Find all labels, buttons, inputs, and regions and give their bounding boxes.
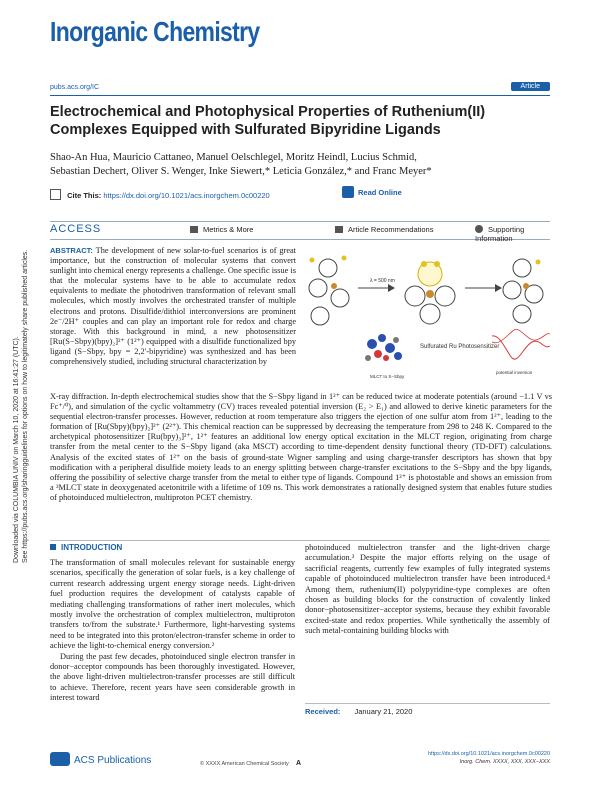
access-bar (50, 221, 550, 243)
article-title: Electrochemical and Photophysical Properties of Ruthenium(II) Complexes Equipped with Sulfurated Bipyridine Ligands (50, 104, 486, 138)
supporting-label: Supporting Information (475, 225, 525, 243)
section-marker-icon (50, 544, 56, 550)
molecule-center (405, 261, 455, 324)
download-notice-line-2: See https://pubs.acs.org/sharingguidelines for options on how to legitimately share published articles. (22, 249, 29, 563)
toc-reduction-label: potential inversion (496, 370, 533, 375)
footer-doi-link[interactable]: https://dx.doi.org/10.1021/acs.inorgchem.0c00220 (428, 751, 550, 757)
abstract-label: ABSTRACT: (50, 246, 93, 255)
cv-trace (492, 329, 550, 359)
supporting-info-link[interactable] (475, 225, 550, 243)
author-list (50, 151, 545, 179)
publisher-label: ACS Publications (74, 755, 152, 766)
read-online-button[interactable] (342, 186, 402, 198)
header-divider (50, 95, 550, 96)
received-label: Received: (305, 707, 341, 716)
footer-citation (428, 750, 550, 766)
body-column-left (50, 558, 295, 704)
toc-graphic (300, 246, 552, 386)
authors-line-2: Sebastian Dechert, Oliver S. Wenger, Inke Siewert,* Leticia González,* and Franc Meyer* (50, 166, 432, 177)
molecule-right (503, 259, 543, 323)
molecule-left (309, 256, 349, 326)
abstract-part-2: X-ray diffraction. In-depth electrochemical studies show that the S−Sbpy ligand in 1²⁺ can be reduced twice at moderate potentials (around −1.1 V vs Fc⁺/⁰), and simulation of the cyclic voltammetry (CV) traces revealed potential inversion (E₂ > E₁) and allowed to derive kinetic parameters for the sequential electron-transfer processes. However, reduction at room temperature also triggers the ejection of one sulfur atom from 1²⁺, leading to the formation of [Ru(Sbpy)(bpy)₂]²⁺ (2²⁺). This chemical reaction can be suppressed by decreasing the temperature from 298 to 248 K. Compared to the archetypical photosensitizer [Ru(bpy)₃]²⁺, 1²⁺ features an additional low energy optical excitation in the MLCT region, originating from charge transfer from the metal center to the S−Sbpy ligand (aka MSCT) according to time-dependent density functional theory (TD-DFT) calculations. Analysis of the excited states of 1²⁺ on the basis of ground-state Wigner sampling and using charge-transfer descriptors has shown that bpy modification with a peripheral disulfide moiety leads to an energy splitting between charge-transfer excitations to the S−Sbpy and the bpy ligands, offering the possibility of selective charge transfer from the metal to either type of ligands. Compound 1²⁺ is photostable and shows an emission from a ³MLCT state in deoxygenated acetonitrile with a lifetime of 109 ns. This work demonstrates a rationally designed system that enables future studies of photoinduced multielectron, multiproton PCET chemistry. (50, 392, 552, 502)
crystal-structure (365, 334, 402, 361)
toc-wavelength: λ = 500 nm (370, 278, 395, 284)
journal-title: Inorganic Chemistry (50, 16, 260, 47)
acs-logo-icon (50, 752, 70, 766)
article-type-badge: Article (511, 82, 550, 91)
read-online-label: Read Online (358, 188, 402, 197)
introduction-heading-label: INTRODUCTION (61, 543, 123, 552)
journal-url[interactable]: pubs.acs.org/IC (50, 84, 100, 91)
abstract-part-1 (50, 246, 296, 367)
authors-line-1: Shao-An Hua, Mauricio Cattaneo, Manuel Oelschlegel, Moritz Heindl, Lucius Schmid, (50, 152, 417, 163)
publisher-logo (50, 752, 151, 766)
arrow-head-icon (495, 284, 502, 292)
toc-excitation-label: MLCT to S−Sbpy (370, 374, 405, 379)
copyright: © XXXX American Chemical Society (200, 761, 289, 767)
bar-chart-icon (190, 226, 198, 233)
page-number: A (296, 760, 302, 767)
download-notice-line-1: Downloaded via COLUMBIA UNIV on March 10, 2020 at 16:41:27 (UTC). (13, 336, 20, 563)
document-icon (335, 226, 343, 233)
cite-doi-link[interactable]: https://dx.doi.org/10.1021/acs.inorgchem.0c00220 (103, 191, 270, 200)
section-divider (50, 540, 550, 541)
metrics-link[interactable] (190, 225, 253, 234)
access-label: ACCESS (50, 223, 102, 235)
toc-center-label: Sulfurated Ru Photosensitizer (420, 344, 500, 350)
metrics-label: Metrics & More (203, 225, 254, 234)
supporting-info-icon (475, 225, 483, 233)
download-notice (5, 230, 35, 570)
intro-paragraph-2: During the past few decades, photoinduced single electron transfer in donor−acceptor compounds has been thoroughly investigated. However, the above light-driven multielectron-transfer processes are still difficult to achieve. Therefore, recent years have seen considerable growth in interest toward (50, 651, 295, 703)
cite-icon (50, 189, 61, 200)
abstract-text-1: The development of new solar-to-fuel scenarios is of great importance, but the construction of molecular systems that convert sunlight into chemical energy represents a challenge. One specific issue is that the molecular systems have to be able to accumulate redox equivalents to mediate the photodriven transformation of relevant small molecules, which mostly involves the orchestrated transfer of multiple electrons and protons. Disulfide/dithiol interconversions are prominent 2e⁻/2H⁺ couples and can play an important role for redox and charge storage. With this background in mind, a new photosensitizer [Ru(S−Sbpy)(bpy)₂]²⁺ (1²⁺) equipped with a disulfide functionalized bpy ligand (S−Sbpy, bpy = 2,2′-bipyridine) was synthesized and has been comprehensively studied, including structural characterization by (50, 246, 296, 367)
introduction-heading (50, 543, 122, 552)
recommendations-link[interactable] (335, 225, 433, 234)
footer-journal-ref: Inorg. Chem. XXXX, XXX, XXX−XXX (459, 759, 550, 765)
body-column-right: photoinduced multielectron transfer and the light-driven charge accumulation.³ Despite the major efforts relying on the usage of sacrificial reagents, currently few examples of fully integrated systems capable of photoinduced multielectron transfer have been introduced.⁴ Among them, ruthenium(II) polypyridine-type complexes are often chosen as building blocks for the construction of covalently linked donor−photosensitizer−acceptor systems, because they exhibit favorable excited-state and redox properties. While synthetically the assembly of such metal-containing building blocks with (305, 543, 550, 636)
received-value: January 21, 2020 (354, 707, 413, 716)
arrow-head-icon (388, 284, 395, 292)
cite-this (50, 189, 270, 200)
received-date (305, 703, 550, 716)
cite-label: Cite This: (67, 191, 102, 200)
read-online-icon (342, 186, 354, 198)
recommendations-label: Article Recommendations (348, 225, 434, 234)
intro-paragraph-1: The transformation of small molecules relevant for sustainable energy scenarios, specifically the generation of solar fuels, is a key challenge of current research addressing urgent energy storage needs. Light-driven fuel production requires the development of catalysts capable of mediating challenging transformations of rather inert molecules, which mostly involve the orchestration of complex multielectron, multiproton transfers to/from the substrate.¹ Furthermore, light-harvesting systems need to be integrated into this proton/electron-transfer scheme in order to achieve the light-to-chemical energy conversion.² (50, 558, 295, 651)
